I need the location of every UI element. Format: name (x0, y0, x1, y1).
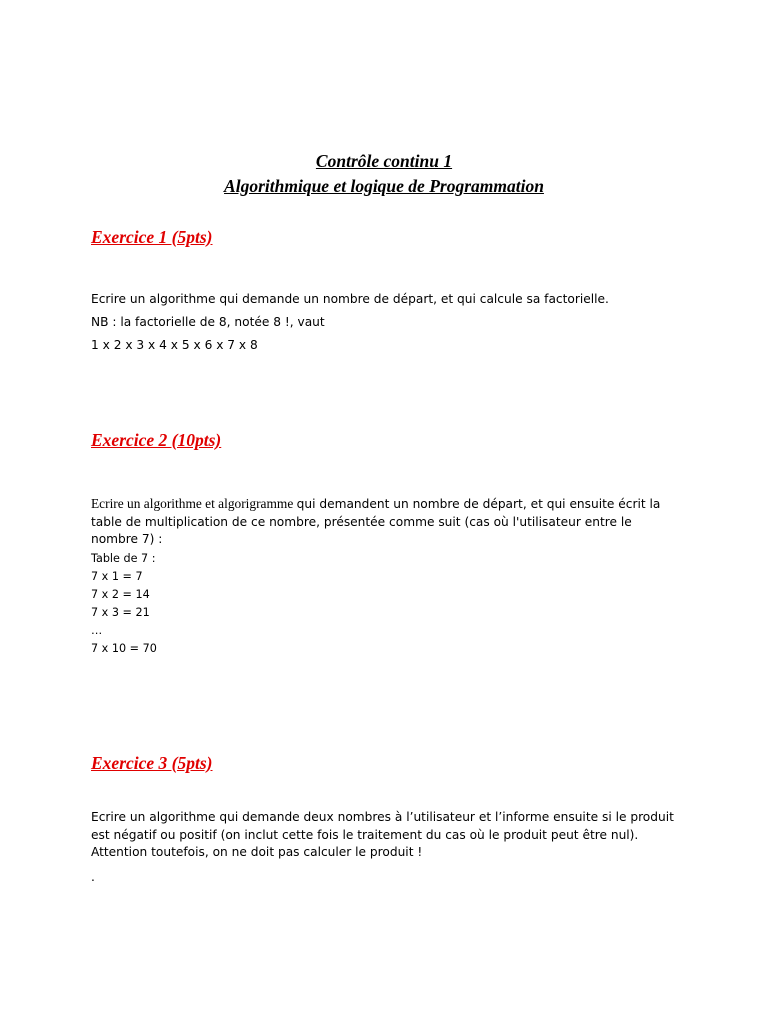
exercise-1-statement: Ecrire un algorithme qui demande un nombre de départ, et qui calcule sa factorielle. (91, 292, 609, 306)
exercise-2-heading: Exercice 2 (10pts) (91, 430, 222, 450)
exercise-2-table-ellipsis: … (91, 624, 103, 637)
exercise-2-statement-rest: qui demandent un nombre de départ, et qui ensuite écrit la table de multiplication de ce nombre, présentée comme suit (cas où l'utilisateur entre le nombre 7) : (91, 497, 661, 546)
exercise-2-statement (91, 495, 681, 549)
exercise-1-note: NB : la factorielle de 8, notée 8 !, vaut (91, 315, 325, 329)
exercise-2-table-row: 7 x 1 = 7 (91, 570, 143, 583)
exercise-2-table-row: 7 x 3 = 21 (91, 606, 150, 619)
exercise-2-table-title: Table de 7 : (91, 552, 156, 565)
document-title: Contrôle continu 1 (315, 151, 453, 171)
exercise-2-table-row: 7 x 10 = 70 (91, 642, 157, 655)
exercise-3-statement: Ecrire un algorithme qui demande deux nombres à l’utilisateur et l’informe ensuite si le produit est négatif ou positif (on inclut cette fois le traitement du cas où le produit peut être nul). Attention toutefois, on ne doit pas calculer le produit ! (91, 810, 674, 859)
exercise-1-formula: 1 x 2 x 3 x 4 x 5 x 6 x 7 x 8 (91, 338, 258, 352)
exercise-1-heading: Exercice 1 (5pts) (91, 227, 213, 247)
exercise-2-statement-start: Ecrire un algorithme et algorigramme (91, 496, 297, 511)
exercise-3-trailing-dot: . (91, 870, 95, 884)
exercise-2-table-row: 7 x 2 = 14 (91, 588, 150, 601)
document-subtitle: Algorithmique et logique de Programmation (224, 176, 544, 196)
exercise-3-heading: Exercice 3 (5pts) (91, 753, 213, 773)
